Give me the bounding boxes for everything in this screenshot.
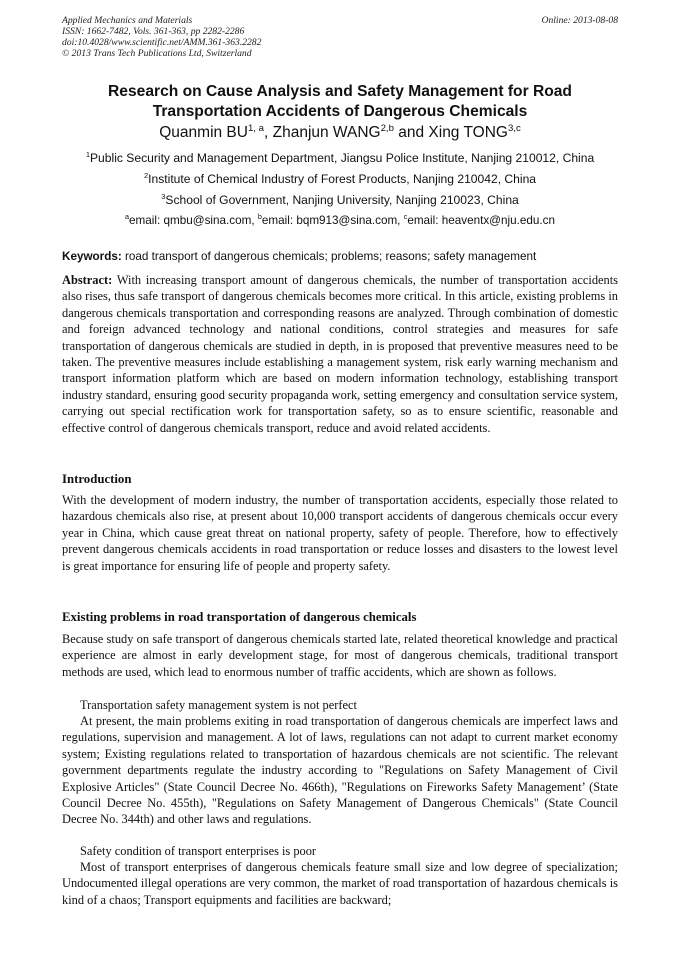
email-text: email: heaventx@nju.edu.cn [407, 214, 555, 227]
keywords [62, 249, 618, 265]
paper-title: Research on Cause Analysis and Safety Management for Road Transportation Accidents of Dangerous Chemicals [108, 83, 572, 120]
doi-line: doi:10.4028/www.scientific.net/AMM.361-363.2282 [62, 37, 262, 48]
affiliation-text: School of Government, Nanjing University, Nanjing 210023, China [165, 193, 519, 207]
author-affiliation-mark: 3,c [507, 122, 521, 134]
author-list [62, 123, 618, 143]
author-separator: , [263, 124, 273, 141]
author-name: Xing TONG [428, 124, 508, 141]
online-date: Online: 2013-08-08 [541, 15, 618, 26]
body-paragraph: At present, the main problems exiting in road transportation of dangerous chemicals are imperfect laws and regulations, supervision and management. A lot of laws, regulations can not adapt to current market economy system; Existing regulations related to transportation of hazardous chemicals are not scientific. The relevant government departments regulate the industry according to "Regulations on Safety Management of Civil Explosive Articles" (State Council Decree No. 466th), "Regulations on Fireworks Safety Management’ (State Council Decree No. 455th), "Regulations on Safety Management of Dangerous Chemicals" (State Council Decree No. 344th) and other laws and regulations. [62, 714, 618, 827]
affiliation [62, 171, 618, 187]
problems-intro-paragraph: Because study on safe transport of dangerous chemicals started late, related theoretical knowledge and practical experience are almost in early development stage, for most of dangerous chemicals, traditional transport methods are used, which lead to enormous number of traffic accidents, which are shown as follows. [62, 632, 618, 679]
affiliation-mark: 2 [143, 170, 149, 180]
author-affiliation-mark: 2,b [380, 122, 394, 134]
keywords-label: Keywords: [62, 250, 122, 263]
affiliation-text: Public Security and Management Department, Jiangsu Police Institute, Nanjing 210012, China [89, 151, 595, 165]
affiliation-mark: 1 [85, 149, 90, 159]
journal-name: Applied Mechanics and Materials [62, 15, 193, 26]
author-separator: and [393, 124, 429, 141]
email-line [62, 213, 618, 229]
section-heading-introduction: Introduction [62, 472, 132, 486]
affiliation-mark: 3 [161, 191, 166, 201]
author-affiliation-mark: 1, a [247, 122, 264, 134]
issn-line: ISSN: 1662-7482, Vols. 361-363, pp 2282-2286 [62, 26, 245, 37]
email-mark: b [257, 212, 262, 222]
affiliation [62, 150, 618, 166]
email-mark: c [403, 212, 408, 222]
author-name: Quanmin BU [159, 124, 248, 141]
introduction-paragraph: With the development of modern industry, the number of transportation accidents, especially those related to hazardous chemicals also rise, at present about 10,000 transport accidents of dangerous chemicals occur every year in China, which cause great threat on national property, safety of people. Therefore, how to effectively prevent dangerous chemicals accidents in road transportation or reduce losses and disasters to the lowest level is great importance for ensuring life of people and property safety. [62, 493, 618, 573]
abstract-label: Abstract: [62, 273, 113, 287]
abstract [62, 272, 618, 436]
subsection-heading: Transportation safety management system is not perfect [80, 698, 357, 712]
affiliation [62, 192, 618, 208]
abstract-text: With increasing transport amount of dangerous chemicals, the number of transportation accidents also rises, thus safe transport of dangerous chemicals becomes more critical. In this article, existing problems in dangerous chemicals transportation and corresponding reasons are analyzed. Through combination of domestic and foreign advanced technology and national conditions, control strategies and measures for safe transportation of dangerous chemicals are studied in depth, in is proposed that preventive measures need to be taken. The preventive measures include establishing a management system, risk early warning mechanism and transport information platform which are based on modern information technology, establishing transport industry standard, ensuring good security propaganda work, setting emergency and consultation service system, carrying out special rectification work for transportation safety, so as to ensure scientific, reasonable and effective control of dangerous chemicals transport, reduce and avoid related accidents. [62, 273, 619, 435]
email-text: email: qmbu@sina.com, [129, 214, 258, 227]
affiliation-text: Institute of Chemical Industry of Forest Products, Nanjing 210042, China [148, 172, 537, 186]
section-heading-problems: Existing problems in road transportation of dangerous chemicals [62, 610, 417, 624]
email-mark: a [125, 212, 130, 222]
body-paragraph: Most of transport enterprises of dangerous chemicals feature small size and low degree of specialization; Undocumented illegal operations are very common, the market of road transportation of hazardous chemicals is kind of a chaos; Transport equipments and facilities are backward; [62, 860, 618, 907]
author-name: Zhanjun WANG [272, 124, 381, 141]
email-text: email: bqm913@sina.com, [261, 214, 404, 227]
keywords-text: road transport of dangerous chemicals; problems; reasons; safety management [125, 250, 537, 263]
subsection-heading: Safety condition of transport enterprises is poor [80, 844, 317, 858]
journal-header [62, 15, 618, 59]
copyright-line: © 2013 Trans Tech Publications Ltd, Switzerland [62, 48, 252, 59]
